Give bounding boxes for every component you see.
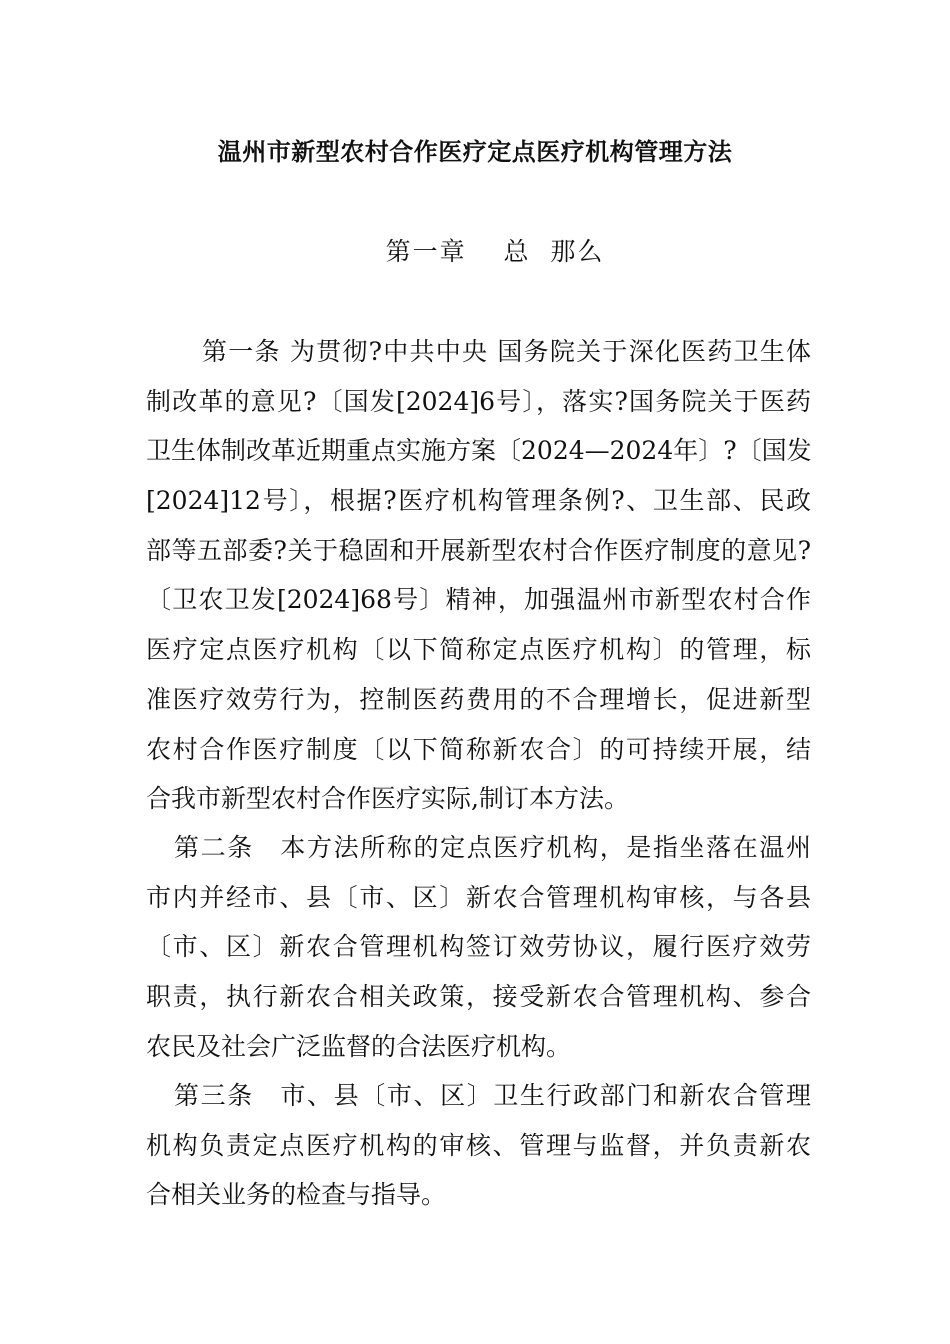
article-1-line: 第一条 为贯彻?中共中央 国务院关于深化医药卫生体 [202,337,811,366]
article-2-line: 〔市、区〕新农合管理机构签订效劳协议，履行医疗效劳 [146,932,811,962]
article-1-line: 卫生体制改革近期重点实施方案〔2024—2024年〕?〔国发 [146,436,812,466]
article-1-line: 〔卫农卫发[2024]68号〕精神，加强温州市新型农村合作 [146,585,811,615]
article-2-line: 农民及社会广泛监督的合法医疗机构。 [146,1031,572,1061]
article-1-line: 部等五部委?关于稳固和开展新型农村合作医疗制度的意见? [146,535,811,565]
article-1-line: [2024]12号〕，根据?医疗机构管理条例?、卫生部、民政 [146,486,811,516]
article-2-line: 市内并经市、县〔市、区〕新农合管理机构审核，与各县 [146,882,811,912]
article-1-line: 合我市新型农村合作医疗实际,制订本方法。 [146,784,629,814]
article-3-line: 合相关业务的检查与指导。 [146,1180,447,1210]
article-1-line: 农村合作医疗制度〔以下简称新农合〕的可持续开展，结 [146,734,811,764]
document-title: 温州市新型农村合作医疗定点医疗机构管理方法 [217,138,733,166]
chapter-heading: 第一章 总 那么 [385,237,605,266]
article-3-line: 第三条 市、县〔市、区〕卫生行政部门和新农合管理 [174,1081,811,1110]
article-1-line: 准医疗效劳行为，控制医药费用的不合理增长，促进新型 [146,684,811,714]
article-1-paragraph [146,327,811,824]
article-2-paragraph [146,823,811,1071]
article-1-line: 制改革的意见?〔国发[2024]6号〕，落实?国务院关于医药 [146,386,811,416]
article-2-line: 职责，执行新农合相关政策，接受新农合管理机构、参合 [146,982,811,1012]
article-1-line: 医疗定点医疗机构〔以下简称定点医疗机构〕的管理，标 [146,635,811,665]
article-3-line: 机构负责定点医疗机构的审核、管理与监督，并负责新农 [146,1130,811,1160]
article-3-paragraph [146,1071,811,1220]
article-2-line: 第二条 本方法所称的定点医疗机构，是指坐落在温州 [174,833,811,862]
